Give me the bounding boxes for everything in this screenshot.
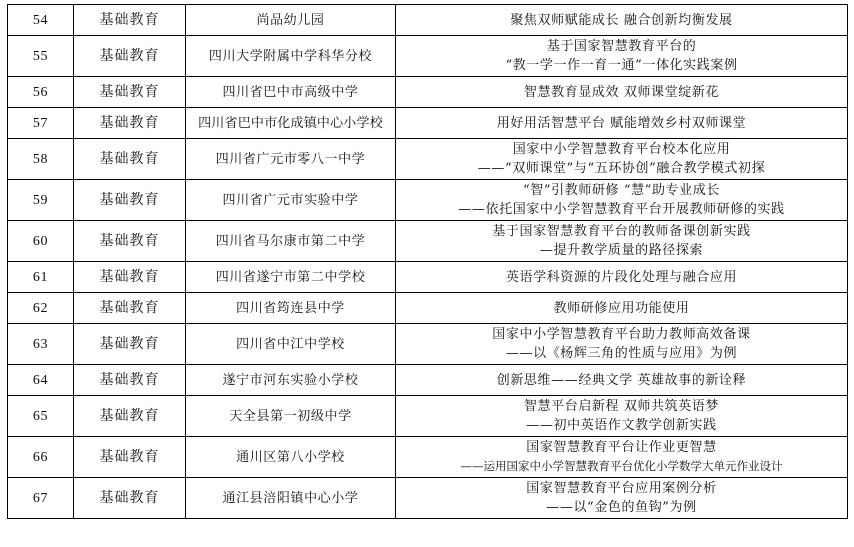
row-title-line: ——初中英语作文教学创新实践 bbox=[526, 418, 717, 433]
table-row bbox=[8, 437, 848, 478]
row-category: 基础教育 bbox=[74, 5, 186, 36]
row-title-line: ——以“金色的鱼钩”为例 bbox=[546, 500, 697, 515]
row-title bbox=[396, 324, 848, 365]
table-row bbox=[8, 36, 848, 77]
row-number: 57 bbox=[8, 108, 74, 139]
row-title bbox=[396, 139, 848, 180]
row-title-line: 用好用活智慧平台 赋能增效乡村双师课堂 bbox=[496, 115, 747, 131]
row-category: 基础教育 bbox=[74, 77, 186, 108]
row-title-line: 基于国家智慧教育平台的教师备课创新实践 bbox=[492, 224, 751, 239]
row-title bbox=[396, 437, 848, 478]
row-title-line: ——以《杨辉三角的性质与应用》为例 bbox=[505, 346, 738, 361]
row-school: 四川省巴中市化成镇中心小学校 bbox=[186, 108, 396, 139]
row-title-line: 智慧教育显成效 双师课堂绽新花 bbox=[523, 84, 720, 100]
row-title-line: 聚焦双师赋能成长 融合创新均衡发展 bbox=[510, 12, 733, 28]
row-number: 61 bbox=[8, 262, 74, 293]
row-category: 基础教育 bbox=[74, 396, 186, 437]
table-row bbox=[8, 108, 848, 139]
row-title-line: 国家智慧教育平台应用案例分析 bbox=[526, 481, 717, 496]
table-row bbox=[8, 180, 848, 221]
row-title-line: 英语学科资源的片段化处理与融合应用 bbox=[505, 269, 738, 285]
row-category: 基础教育 bbox=[74, 139, 186, 180]
row-school: 遂宁市河东实验小学校 bbox=[186, 365, 396, 396]
row-category: 基础教育 bbox=[74, 324, 186, 365]
row-category: 基础教育 bbox=[74, 437, 186, 478]
row-category: 基础教育 bbox=[74, 36, 186, 77]
row-title bbox=[396, 221, 848, 262]
row-title bbox=[396, 262, 848, 293]
row-title-line: 教师研修应用功能使用 bbox=[553, 300, 690, 316]
table-row bbox=[8, 478, 848, 519]
row-school: 尚品幼儿园 bbox=[186, 5, 396, 36]
table-row bbox=[8, 293, 848, 324]
row-number: 55 bbox=[8, 36, 74, 77]
row-number: 66 bbox=[8, 437, 74, 478]
row-title-line: ——依托国家中小学智慧教育平台开展教师研修的实践 bbox=[458, 202, 785, 217]
row-school: 四川大学附属中学科华分校 bbox=[186, 36, 396, 77]
row-title-line: ——“双师课堂”与“五环协创”融合教学模式初探 bbox=[477, 161, 766, 176]
table-row bbox=[8, 77, 848, 108]
row-number: 54 bbox=[8, 5, 74, 36]
row-title-line: 基于国家智慧教育平台的 bbox=[546, 39, 697, 54]
row-number: 56 bbox=[8, 77, 74, 108]
row-category: 基础教育 bbox=[74, 293, 186, 324]
row-title-line: 智慧平台启新程 双师共筑英语梦 bbox=[523, 399, 720, 414]
row-category: 基础教育 bbox=[74, 180, 186, 221]
row-number: 65 bbox=[8, 396, 74, 437]
table-row bbox=[8, 396, 848, 437]
table-row bbox=[8, 221, 848, 262]
row-number: 59 bbox=[8, 180, 74, 221]
row-title bbox=[396, 396, 848, 437]
row-title-line: “智”引教师研修 “慧”助专业成长 bbox=[523, 183, 720, 198]
case-list-table bbox=[7, 4, 848, 519]
table-row bbox=[8, 139, 848, 180]
row-number: 60 bbox=[8, 221, 74, 262]
row-title bbox=[396, 293, 848, 324]
row-title bbox=[396, 36, 848, 77]
row-category: 基础教育 bbox=[74, 221, 186, 262]
row-category: 基础教育 bbox=[74, 478, 186, 519]
table-row bbox=[8, 5, 848, 36]
row-category: 基础教育 bbox=[74, 108, 186, 139]
row-school: 四川省中江中学校 bbox=[186, 324, 396, 365]
row-school: 四川省广元市实验中学 bbox=[186, 180, 396, 221]
row-school: 四川省筠连县中学 bbox=[186, 293, 396, 324]
row-title-line: ——运用国家中小学智慧教育平台优化小学数学大单元作业设计 bbox=[460, 459, 783, 473]
row-title-line: 国家中小学智慧教育平台校本化应用 bbox=[512, 142, 731, 157]
row-title-line: 国家智慧教育平台让作业更智慧 bbox=[526, 440, 717, 455]
row-number: 58 bbox=[8, 139, 74, 180]
row-title-line: “教一学一作一育一通”一体化实践案例 bbox=[505, 58, 738, 73]
row-school: 四川省巴中市高级中学 bbox=[186, 77, 396, 108]
row-title-line: 创新思维——经典文学 英雄故事的新诠释 bbox=[496, 372, 747, 388]
row-number: 62 bbox=[8, 293, 74, 324]
row-title bbox=[396, 108, 848, 139]
table-body bbox=[8, 5, 848, 519]
row-school: 通川区第八小学校 bbox=[186, 437, 396, 478]
row-school: 四川省广元市零八一中学 bbox=[186, 139, 396, 180]
table-row bbox=[8, 262, 848, 293]
row-title-line: —提升教学质量的路径探索 bbox=[539, 243, 704, 258]
row-school: 通江县涪阳镇中心小学 bbox=[186, 478, 396, 519]
row-title bbox=[396, 478, 848, 519]
row-title bbox=[396, 365, 848, 396]
row-school: 四川省马尔康市第二中学 bbox=[186, 221, 396, 262]
row-category: 基础教育 bbox=[74, 262, 186, 293]
table-row bbox=[8, 324, 848, 365]
row-number: 63 bbox=[8, 324, 74, 365]
row-title-line: 国家中小学智慧教育平台助力教师高效备课 bbox=[492, 327, 751, 342]
row-number: 64 bbox=[8, 365, 74, 396]
table-row bbox=[8, 365, 848, 396]
row-title bbox=[396, 5, 848, 36]
row-category: 基础教育 bbox=[74, 365, 186, 396]
row-number: 67 bbox=[8, 478, 74, 519]
row-title bbox=[396, 77, 848, 108]
row-school: 四川省遂宁市第二中学校 bbox=[186, 262, 396, 293]
row-title bbox=[396, 180, 848, 221]
row-school: 天全县第一初级中学 bbox=[186, 396, 396, 437]
